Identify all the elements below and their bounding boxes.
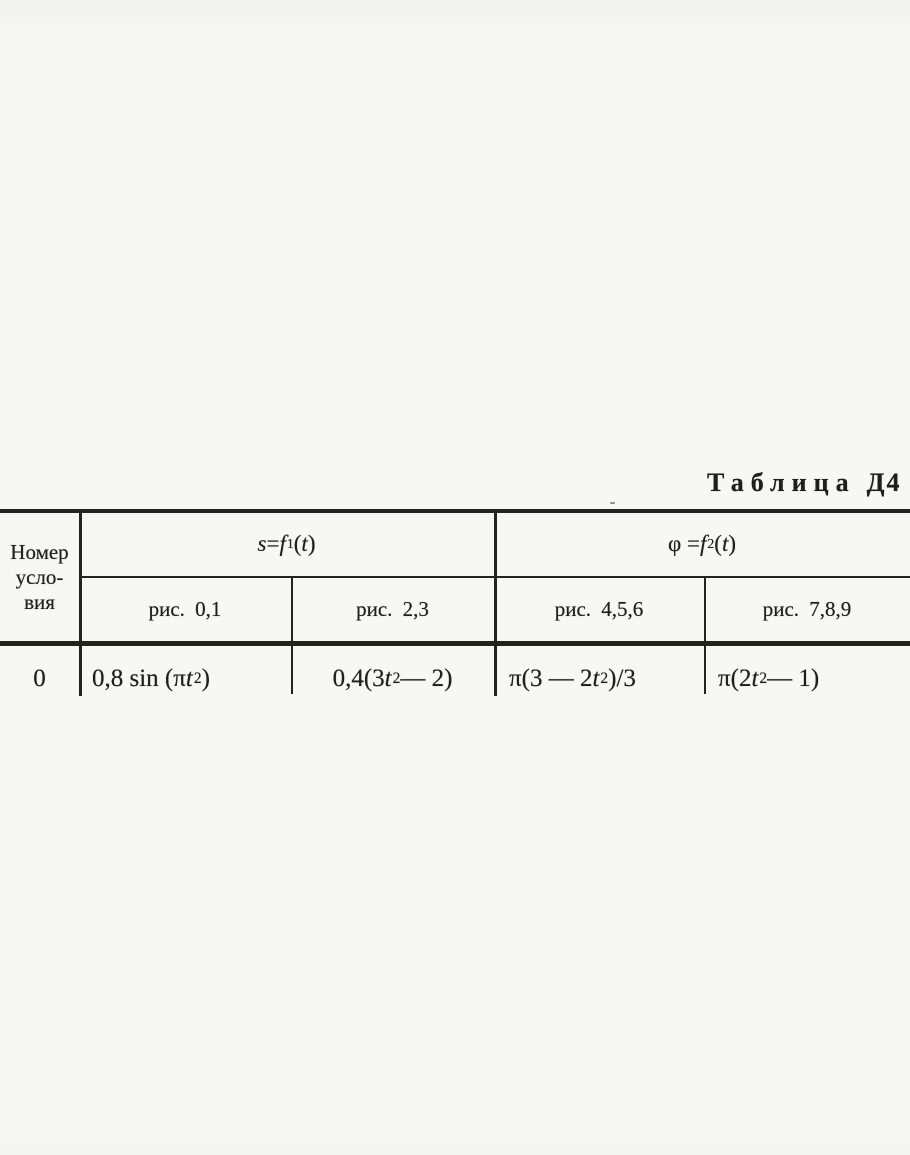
subheader-fig-4-5-6: рис. 4,5,6 [554,596,644,621]
header-line: усло- [15,564,64,589]
subheader-fig-0-1: рис. 0,1 [148,596,222,621]
row0-condition-number: 0 [33,665,46,692]
group-header-s-f1-t: s = f 1 ( t ) [257,531,316,556]
subheader-fig-2-3: рис. 2,3 [356,596,429,621]
subheader-fig-7-8-9: рис. 7,8,9 [762,596,852,621]
row0-formula-fig-7-8-9: π(2 t 2 — 1) [718,665,820,692]
header-line: вия [24,589,55,614]
table-title-word: Таблица [707,468,856,497]
header-line: Номер [10,539,69,564]
group-header-phi-f2-t: φ = f 2 ( t ) [667,531,737,556]
row0-formula-fig-0-1: 0,8 sin (π t 2 ) [92,665,210,692]
row0-formula-fig-2-3: 0,4(3 t 2 — 2) [332,665,453,692]
table-title-number: Д4 [866,468,902,497]
row0-formula-fig-4-5-6: π(3 — 2 t 2 )/3 [509,665,636,692]
scan-speck [610,502,615,504]
table-border-under-subheaders [0,641,910,646]
table-title [707,468,902,498]
header-number-of-condition [0,514,79,640]
